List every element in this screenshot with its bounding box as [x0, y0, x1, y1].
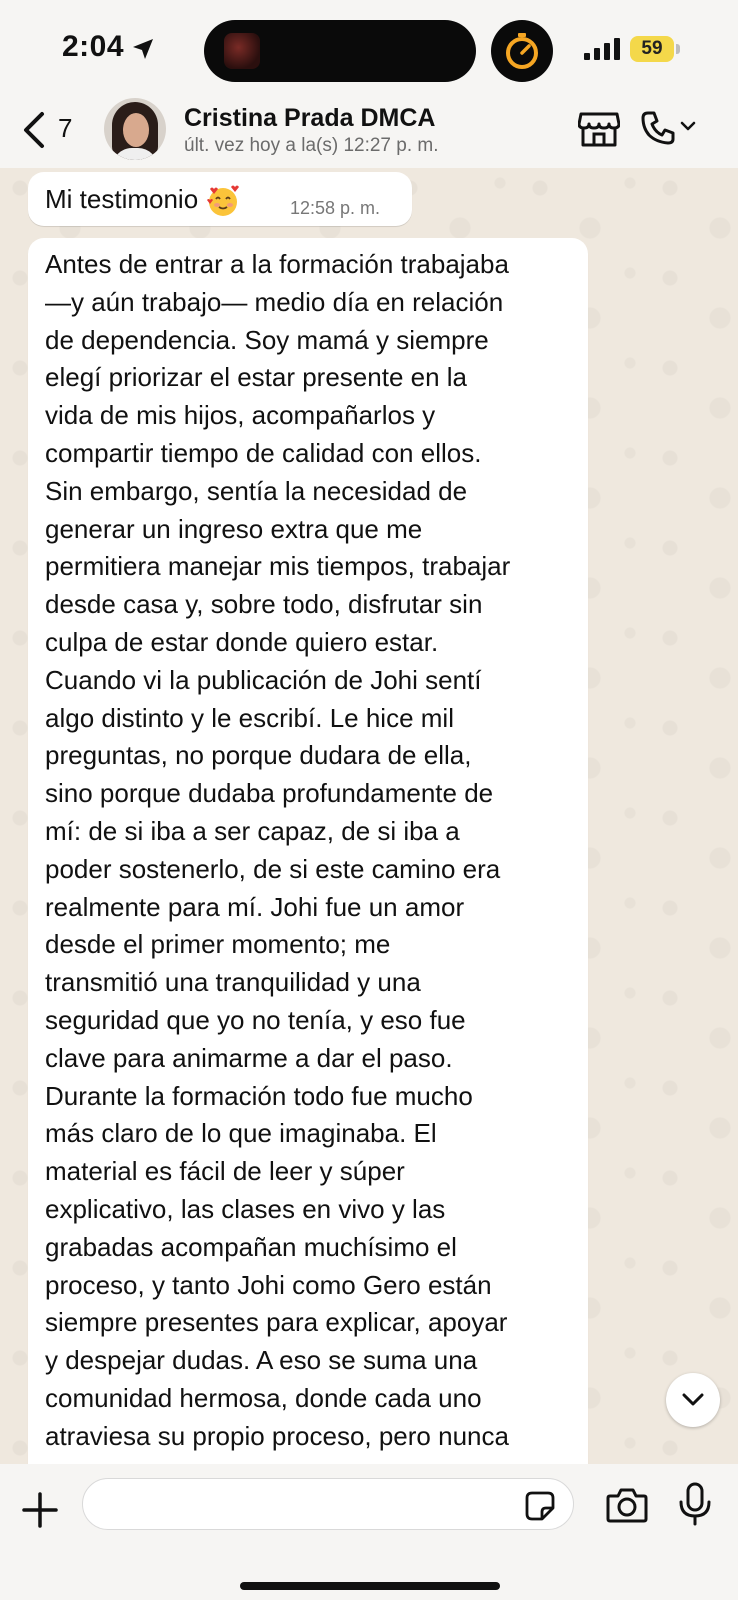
message-line: seguridad que yo no tenía, y eso fue	[45, 1004, 466, 1035]
message-line: permitiera manejar mis tiempos, trabajar	[45, 551, 511, 582]
scroll-down-chevron-icon	[681, 1390, 705, 1410]
now-playing-thumbnail	[224, 33, 260, 69]
message-line: comunidad hermosa, donde cada uno	[45, 1382, 482, 1413]
message-line: realmente para mí. Johi fue un amor	[45, 891, 465, 922]
sticker-icon[interactable]	[524, 1490, 556, 1522]
chat-messages-area[interactable]	[0, 168, 738, 1464]
scroll-to-bottom-button[interactable]	[666, 1373, 720, 1427]
chat-header	[0, 96, 738, 166]
message-line: Durante la formación todo fue mucho	[45, 1080, 473, 1111]
store-icon[interactable]	[578, 110, 620, 148]
stopwatch-icon	[503, 32, 541, 70]
message-line: Cuando vi la publicación de Johi sentí	[45, 664, 482, 695]
message-line: más claro de lo que imaginaba. El	[45, 1118, 437, 1149]
message-line: generar un ingreso extra que me	[45, 513, 423, 544]
chevron-down-icon[interactable]	[680, 118, 696, 134]
battery-tip	[676, 44, 680, 54]
message-line: vida de mis hijos, acompañarlos y	[45, 400, 436, 431]
message-line: clave para animarme a dar el paso.	[45, 1042, 453, 1073]
message-line: explicativo, las clases en vivo y las	[45, 1193, 446, 1224]
message-text	[45, 246, 585, 1456]
message-line: proceso, y tanto Johi como Gero están	[45, 1269, 492, 1300]
smiling-face-with-hearts-icon	[206, 184, 240, 218]
battery-indicator	[630, 36, 674, 62]
message-line: desde el primer momento; me	[45, 929, 391, 960]
contact-avatar[interactable]	[104, 98, 166, 160]
message-line: mí: de si iba a ser capaz, de si iba a	[45, 815, 460, 846]
message-line: preguntas, no porque dudara de ella,	[45, 740, 472, 771]
last-seen-status: últ. vez hoy a la(s) 12:27 p. m.	[184, 135, 439, 156]
status-time: 2:04	[62, 30, 125, 63]
chevron-left-icon[interactable]	[18, 110, 50, 150]
battery-level: 59	[641, 38, 663, 59]
message-text-line	[45, 184, 240, 218]
plus-icon[interactable]	[20, 1490, 60, 1530]
message-line: Sin embargo, sentía la necesidad de	[45, 475, 468, 506]
message-line: algo distinto y le escribí. Le hice mil	[45, 702, 454, 733]
message-line: —y aún trabajo— medio día en relación	[45, 286, 504, 317]
message-line: atraviesa su propio proceso, pero nunca	[45, 1420, 509, 1451]
message-line: compartir tiempo de calidad con ellos.	[45, 437, 482, 468]
message-line: grabadas acompañan muchísimo el	[45, 1231, 457, 1262]
status-bar	[0, 0, 738, 100]
location-arrow-icon	[132, 38, 154, 60]
contact-name[interactable]: Cristina Prada DMCA	[184, 104, 436, 132]
message-timestamp: 12:58 p. m.	[290, 198, 381, 218]
message-line: de dependencia. Soy mamá y siempre	[45, 324, 489, 355]
message-line: siempre presentes para explicar, apoyar	[45, 1307, 508, 1338]
message-line: y despejar dudas. A eso se suma una	[45, 1345, 478, 1376]
message-text: Mi testimonio	[45, 184, 199, 214]
message-line: Antes de entrar a la formación trabajaba	[45, 249, 509, 279]
message-line: elegí priorizar el estar presente en la	[45, 362, 468, 393]
camera-icon[interactable]	[606, 1486, 648, 1524]
message-line: desde casa y, sobre todo, disfrutar sin	[45, 589, 483, 620]
message-line: transmitió una tranquilidad y una	[45, 967, 421, 998]
dynamic-island[interactable]	[204, 20, 476, 82]
message-bubble[interactable]	[28, 172, 412, 226]
stopwatch-activity[interactable]	[491, 20, 553, 82]
message-input-bar	[0, 1464, 738, 1600]
message-input[interactable]	[82, 1478, 574, 1530]
home-indicator	[240, 1582, 500, 1590]
message-line: poder sostenerlo, de si este camino era	[45, 853, 501, 884]
phone-icon[interactable]	[640, 110, 676, 146]
message-line: culpa de estar donde quiero estar.	[45, 626, 439, 657]
message-line: sino porque dudaba profundamente de	[45, 778, 494, 809]
message-line: material es fácil de leer y súper	[45, 1156, 405, 1187]
signal-icon	[584, 38, 624, 60]
unread-chats-count[interactable]: 7	[58, 113, 73, 143]
message-bubble[interactable]	[28, 238, 588, 1464]
microphone-icon[interactable]	[678, 1482, 712, 1526]
